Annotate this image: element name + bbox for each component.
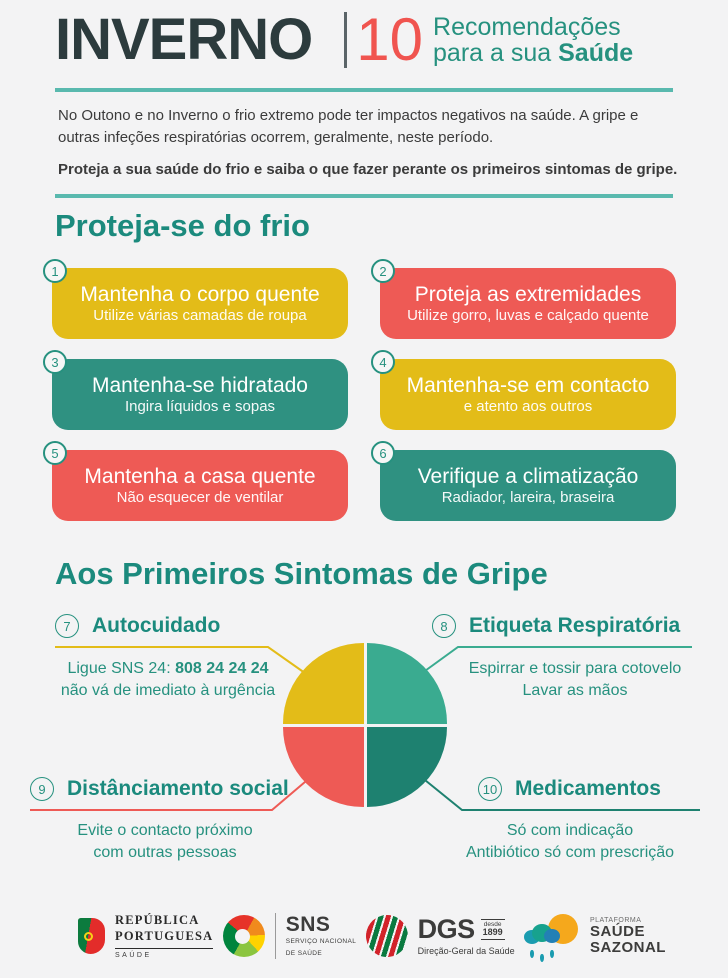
republica-saude: SAÚDE [115, 951, 152, 959]
header [55, 6, 634, 73]
flu-diagram [0, 600, 728, 900]
card-title: Mantenha-se hidratado [92, 373, 308, 397]
sazonal-line2: SAZONAL [589, 938, 666, 956]
sazonal-line1: SAÚDE [589, 922, 645, 940]
flu-item-number: 9 [30, 777, 54, 801]
card-subtitle: Utilize gorro, luvas e calçado quente [407, 307, 649, 325]
card-subtitle: Radiador, lareira, braseira [441, 489, 615, 507]
weather-icon [524, 912, 582, 960]
card-hidratado [51, 354, 348, 430]
flu-text-line2: com outras pessoas [93, 843, 237, 861]
cold-section-heading: Proteja-se do frio [55, 208, 310, 243]
flu-item-text [445, 658, 705, 701]
sns-line1: SERVIÇO NACIONAL [285, 937, 357, 945]
card-subtitle: Ingira líquidos e sopas [124, 398, 276, 416]
card-number-badge: 2 [371, 259, 395, 283]
cold-cards-grid [51, 263, 676, 521]
intro-paragraph-1: No Outono e no Inverno o frio extremo pode ter impactos negativos na saúde. A gripe e outras infeções respiratórias ocorrem, geralmente, neste período. [58, 107, 639, 146]
logo-sns [223, 913, 357, 959]
card-extremidades [379, 263, 676, 339]
raindrop-icon [540, 954, 544, 962]
card-title: Mantenha o corpo quente [80, 282, 320, 306]
subtitle-line1: Recomendações [433, 13, 621, 41]
sns24-phone-number: 808 24 24 24 [175, 660, 269, 677]
cloud-icon [524, 924, 564, 944]
raindrop-icon [550, 950, 554, 958]
flu-item-text [40, 820, 290, 863]
flu-pie-chart [283, 643, 447, 807]
sns-divider [275, 913, 276, 959]
portugal-flag-icon [78, 918, 105, 954]
sns-line2: DE SAÚDE [285, 949, 323, 957]
flu-item-title: Autocuidado [92, 614, 221, 637]
logo-saude-sazonal [524, 912, 666, 960]
sns-name: SNS [285, 912, 331, 936]
card-title: Verifique a climatização [417, 464, 639, 488]
card-number-badge: 4 [371, 350, 395, 374]
flu-text-line1: Espirrar e tossir para cotovelo [468, 660, 682, 677]
page-title: INVERNO [55, 7, 313, 72]
card-number-badge: 5 [43, 441, 67, 465]
flu-item-number: 8 [432, 614, 456, 638]
flu-item-title: Distânciamento social [67, 777, 289, 800]
title-divider [344, 12, 347, 68]
republica-rule [115, 948, 213, 949]
title-number: 10 [356, 6, 424, 73]
flu-item-text [38, 658, 298, 701]
subtitle-line2: para a sua Saúde [433, 39, 634, 67]
flu-item-text [430, 820, 710, 863]
republica-line2: PORTUGUESA [115, 929, 214, 943]
sns-swirl-icon [223, 915, 265, 957]
card-number-badge: 1 [43, 259, 67, 283]
flu-text-line2: não vá de imediato à urgência [60, 681, 276, 699]
intro-box [55, 88, 678, 198]
logo-dgs [366, 915, 515, 957]
card-subtitle: Utilize várias camadas de roupa [93, 307, 307, 325]
flu-item-number: 10 [478, 777, 502, 801]
intro-paragraph-2: Proteja a sua saúde do frio e saiba o que fazer perante os primeiros sintomas de gripe. [58, 160, 678, 178]
pie-slice-distanciamento [283, 727, 364, 808]
flu-section-heading: Aos Primeiros Sintomas de Gripe [55, 556, 548, 591]
card-title: Mantenha-se em contacto [406, 373, 650, 397]
pie-slice-etiqueta [367, 643, 448, 724]
logo-republica-portuguesa [78, 913, 213, 958]
card-number-badge: 3 [43, 350, 67, 374]
flu-item-medicamentos [478, 777, 661, 801]
footer-logos [0, 898, 728, 974]
flu-text-line1: Ligue SNS 24: 808 24 24 24 [67, 660, 269, 677]
flu-text-line1: Evite o contacto próximo [77, 822, 253, 839]
card-subtitle: Não esquecer de ventilar [116, 489, 284, 507]
flu-item-autocuidado [55, 614, 220, 638]
flu-item-title: Etiqueta Respiratória [469, 614, 681, 637]
flu-text-line2: Antibiótico só com prescrição [465, 843, 675, 861]
flu-item-title: Medicamentos [515, 777, 661, 800]
flu-item-number: 7 [55, 614, 79, 638]
card-subtitle: e atento aos outros [463, 398, 593, 416]
card-title: Proteja as extremidades [414, 282, 642, 306]
card-climatizacao [379, 445, 676, 521]
title-subtitle [433, 14, 633, 66]
pie-slice-medicamentos [367, 727, 448, 808]
dgs-name: DGS [417, 914, 475, 944]
raindrop-icon [530, 950, 534, 958]
dgs-subtitle: Direção-Geral da Saúde [417, 946, 515, 956]
card-corpo-quente [51, 263, 348, 339]
sazonal-line0: PLATAFORMA [589, 916, 642, 924]
card-title: Mantenha a casa quente [84, 464, 316, 488]
flu-item-etiqueta [432, 614, 680, 638]
flu-text-line2: Lavar as mãos [522, 681, 628, 699]
flu-text-line1: Só com indicação [506, 822, 634, 839]
flu-item-distanciamento [30, 777, 289, 801]
card-casa-quente [51, 445, 348, 521]
dgs-since-badge: desde 1899 [481, 919, 505, 940]
republica-line1: REPÚBLICA [115, 913, 200, 928]
card-number-badge: 6 [371, 441, 395, 465]
card-contacto [379, 354, 676, 430]
dgs-globe-icon [363, 912, 410, 959]
